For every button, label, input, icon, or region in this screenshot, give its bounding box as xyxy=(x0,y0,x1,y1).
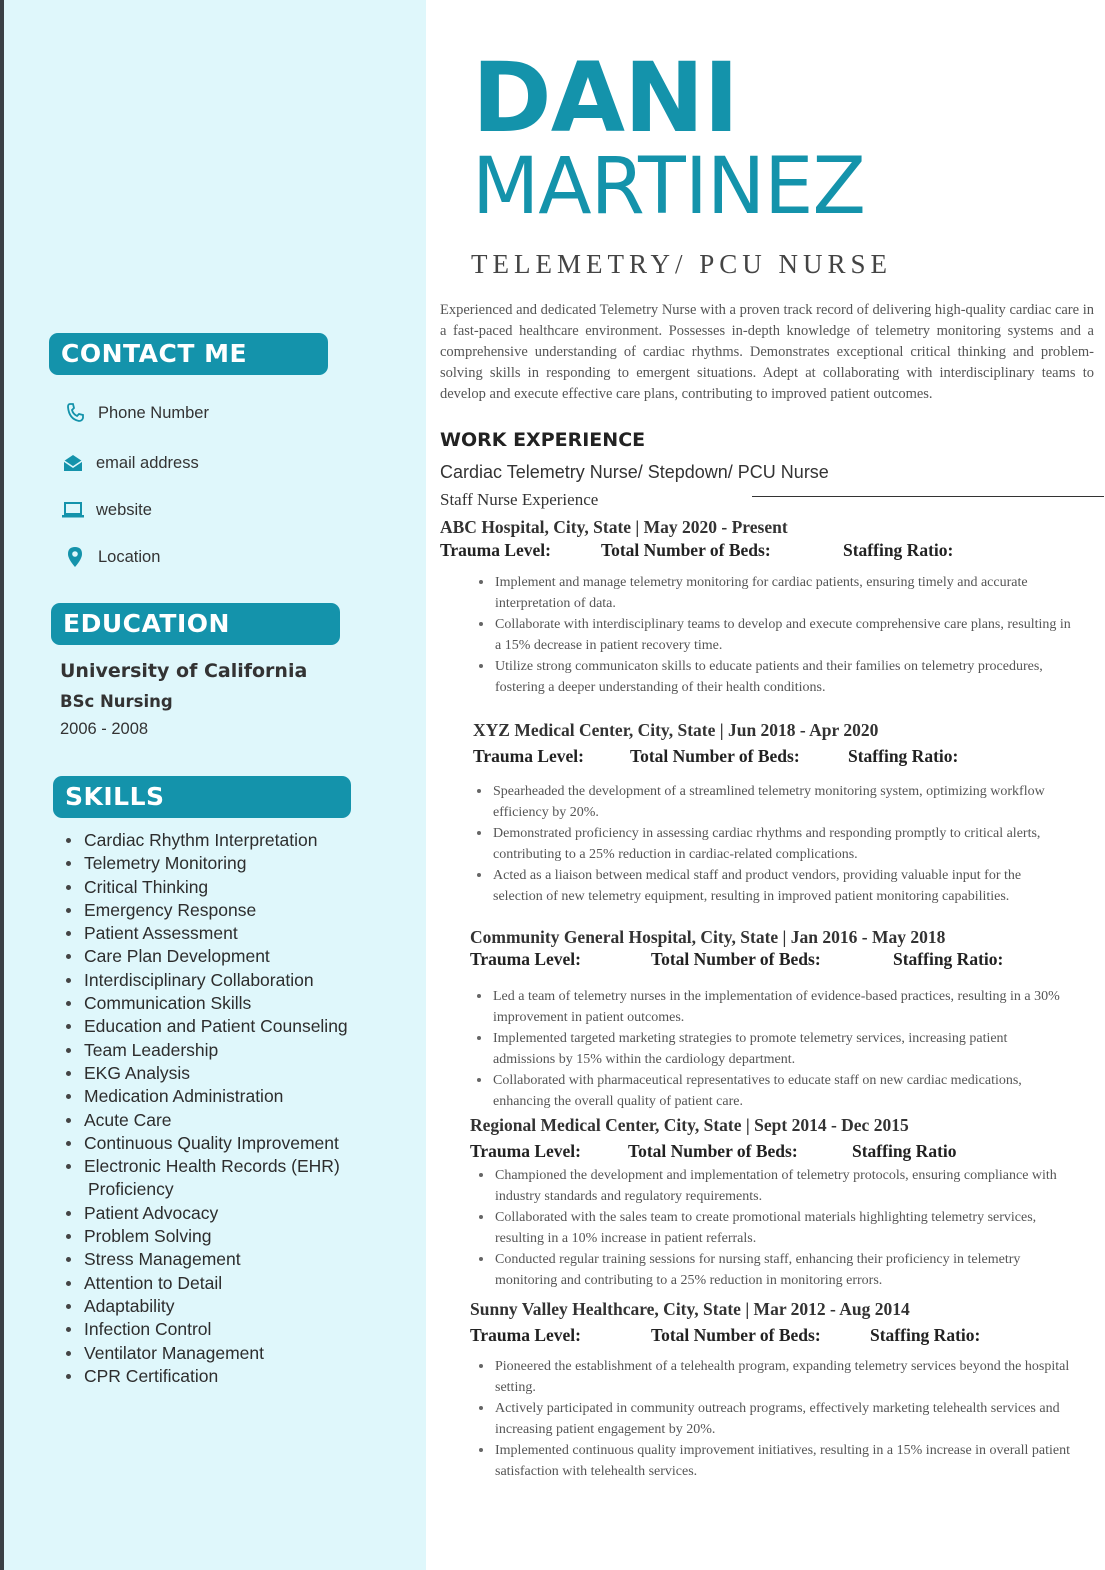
job-bullet: Implemented targeted marketing strategies to promote telemetry services, increasing patient admissions by 15% within the cardiology department. xyxy=(471,1028,1071,1070)
job-title: TELEMETRY/ PCU NURSE xyxy=(471,249,893,279)
skill-item: Infection Control xyxy=(64,1318,404,1341)
skill-item: Cardiac Rhythm Interpretation xyxy=(64,829,404,852)
skill-item: Adaptability xyxy=(64,1295,404,1318)
job-staffing-label: Staffing Ratio: xyxy=(848,746,959,766)
job-beds-label: Total Number of Beds: xyxy=(628,1141,798,1161)
job-bullets xyxy=(471,781,1071,907)
job-trauma-label: Trauma Level: xyxy=(470,949,581,969)
skill-item: Attention to Detail xyxy=(64,1272,404,1295)
skill-item: Team Leadership xyxy=(64,1039,404,1062)
skill-item: Care Plan Development xyxy=(64,945,404,968)
job-trauma-label: Trauma Level: xyxy=(470,1325,581,1345)
job-bullet: Collaborated with the sales team to create promotional materials highlighting telemetry services, resulting in a 10% increase in patient referrals. xyxy=(473,1207,1073,1249)
job-bullet: Utilize strong communicaton skills to educate patients and their families on telemetry procedures, fostering a deeper understanding of their health conditions. xyxy=(473,656,1073,698)
name-last: MARTINEZ xyxy=(472,142,865,232)
name-first: DANI xyxy=(472,42,739,154)
skill-item: Interdisciplinary Collaboration xyxy=(64,969,404,992)
job-beds-label: Total Number of Beds: xyxy=(601,540,771,560)
skills-list xyxy=(64,829,404,1388)
contact-website-text: website xyxy=(96,500,152,519)
education-degree: BSc Nursing xyxy=(60,692,173,711)
skill-item: Electronic Health Records (EHR) xyxy=(64,1155,404,1178)
job-staffing-label: Staffing Ratio xyxy=(852,1141,957,1161)
job-bullet: Implement and manage telemetry monitoring for cardiac patients, ensuring timely and accurate interpretation of data. xyxy=(473,572,1073,614)
contact-heading: CONTACT ME xyxy=(49,333,328,375)
skill-item: EKG Analysis xyxy=(64,1062,404,1085)
location-pin-icon xyxy=(64,546,86,568)
phone-icon xyxy=(64,402,86,424)
job-bullet: Collaborated with pharmaceutical representatives to educate staff on new cardiac medications, enhancing the overall quality of patient care. xyxy=(471,1070,1071,1112)
education-university: University of California xyxy=(60,660,308,682)
job-bullets xyxy=(473,572,1073,698)
contact-email-text: email address xyxy=(96,453,199,472)
job-bullets xyxy=(473,1165,1073,1291)
job-heading: XYZ Medical Center, City, State | Jun 2018 - Apr 2020 xyxy=(473,720,879,740)
job-bullet: Implemented continuous quality improvement initiatives, resulting in a 15% increase in overall patient satisfaction with telehealth services. xyxy=(473,1440,1073,1482)
work-subtitle-2: Staff Nurse Experience xyxy=(440,490,599,509)
skill-item: Education and Patient Counseling xyxy=(64,1015,404,1038)
education-heading: EDUCATION xyxy=(51,603,340,645)
skill-item: Patient Advocacy xyxy=(64,1202,404,1225)
skill-item: Medication Administration xyxy=(64,1085,404,1108)
job-staffing-label: Staffing Ratio: xyxy=(870,1325,981,1345)
divider xyxy=(752,496,1104,497)
education-years: 2006 - 2008 xyxy=(60,720,149,738)
skill-item-continued xyxy=(64,1178,404,1201)
job-staffing-label: Staffing Ratio: xyxy=(893,949,1004,969)
job-heading: Sunny Valley Healthcare, City, State | Mar 2012 - Aug 2014 xyxy=(470,1299,910,1319)
skill-item-continued-text: Proficiency xyxy=(88,1179,174,1200)
contact-email xyxy=(62,450,199,476)
job-heading: ABC Hospital, City, State | May 2020 - Present xyxy=(440,517,788,537)
job-staffing-label: Staffing Ratio: xyxy=(843,540,954,560)
job-beds-label: Total Number of Beds: xyxy=(651,1325,821,1345)
job-bullet: Acted as a liaison between medical staff and product vendors, providing valuable input for the selection of new telemetry equipment, resulting in improved patient monitoring capabilities. xyxy=(471,865,1071,907)
job-bullet: Led a team of telemetry nurses in the implementation of evidence-based practices, resulting in a 30% improvement in patient outcomes. xyxy=(471,986,1071,1028)
contact-website xyxy=(62,497,152,523)
job-bullet: Pioneered the establishment of a telehealth program, expanding telemetry services beyond the hospital setting. xyxy=(473,1356,1073,1398)
contact-location-text: Location xyxy=(98,547,161,566)
envelope-icon xyxy=(62,452,84,474)
job-heading: Community General Hospital, City, State | Jan 2016 - May 2018 xyxy=(470,927,946,947)
work-subtitle: Cardiac Telemetry Nurse/ Stepdown/ PCU Nurse xyxy=(440,462,829,482)
contact-phone-text: Phone Number xyxy=(98,403,209,422)
skill-item: Acute Care xyxy=(64,1109,404,1132)
job-bullet: Actively participated in community outreach programs, effectively marketing telehealth services and increasing patient engagement by 20%. xyxy=(473,1398,1073,1440)
job-bullets xyxy=(473,1356,1073,1482)
job-bullet: Championed the development and implementation of telemetry protocols, ensuring compliance with industry standards and regulatory requirements. xyxy=(473,1165,1073,1207)
skill-item: Ventilator Management xyxy=(64,1342,404,1365)
job-bullet: Spearheaded the development of a streamlined telemetry monitoring system, optimizing workflow efficiency by 20%. xyxy=(471,781,1071,823)
skill-item: Stress Management xyxy=(64,1248,404,1271)
contact-phone xyxy=(64,400,209,426)
skill-item: Critical Thinking xyxy=(64,876,404,899)
summary: Experienced and dedicated Telemetry Nurse with a proven track record of delivering high-quality cardiac care in a fast-paced healthcare environment. Possesses in-depth knowledge of telemetry monitoring systems and a comprehensive understanding of cardiac rhythms. Demonstrates exceptional critical thinking and problem-solving skills in responding to emergent situations. Adept at collaborating with interdisciplinary teams to develop and execute effective care plans, contributing to improved patient outcomes. xyxy=(440,302,1094,402)
job-trauma-label: Trauma Level: xyxy=(440,540,551,560)
skill-item: Emergency Response xyxy=(64,899,404,922)
laptop-icon xyxy=(62,499,84,521)
skill-item: Communication Skills xyxy=(64,992,404,1015)
job-beds-label: Total Number of Beds: xyxy=(630,746,800,766)
job-bullet: Demonstrated proficiency in assessing cardiac rhythms and responding promptly to critical alerts, contributing to a 25% reduction in cardiac-related complications. xyxy=(471,823,1071,865)
skill-item: Continuous Quality Improvement xyxy=(64,1132,404,1155)
job-trauma-label: Trauma Level: xyxy=(473,746,584,766)
skill-item: CPR Certification xyxy=(64,1365,404,1388)
work-experience-heading: WORK EXPERIENCE xyxy=(440,429,646,451)
contact-location xyxy=(64,544,160,570)
skill-item: Patient Assessment xyxy=(64,922,404,945)
skill-item: Telemetry Monitoring xyxy=(64,852,404,875)
job-bullets xyxy=(471,986,1071,1112)
job-heading: Regional Medical Center, City, State | Sept 2014 - Dec 2015 xyxy=(470,1115,909,1135)
job-bullet: Collaborate with interdisciplinary teams to develop and execute comprehensive care plans, resulting in a 15% decrease in patient recovery time. xyxy=(473,614,1073,656)
job-beds-label: Total Number of Beds: xyxy=(651,949,821,969)
job-trauma-label: Trauma Level: xyxy=(470,1141,581,1161)
skills-heading: SKILLS xyxy=(53,776,351,818)
job-bullet: Conducted regular training sessions for nursing staff, enhancing their proficiency in telemetry monitoring and contributing to a 25% reduction in monitoring errors. xyxy=(473,1249,1073,1291)
skill-item: Problem Solving xyxy=(64,1225,404,1248)
